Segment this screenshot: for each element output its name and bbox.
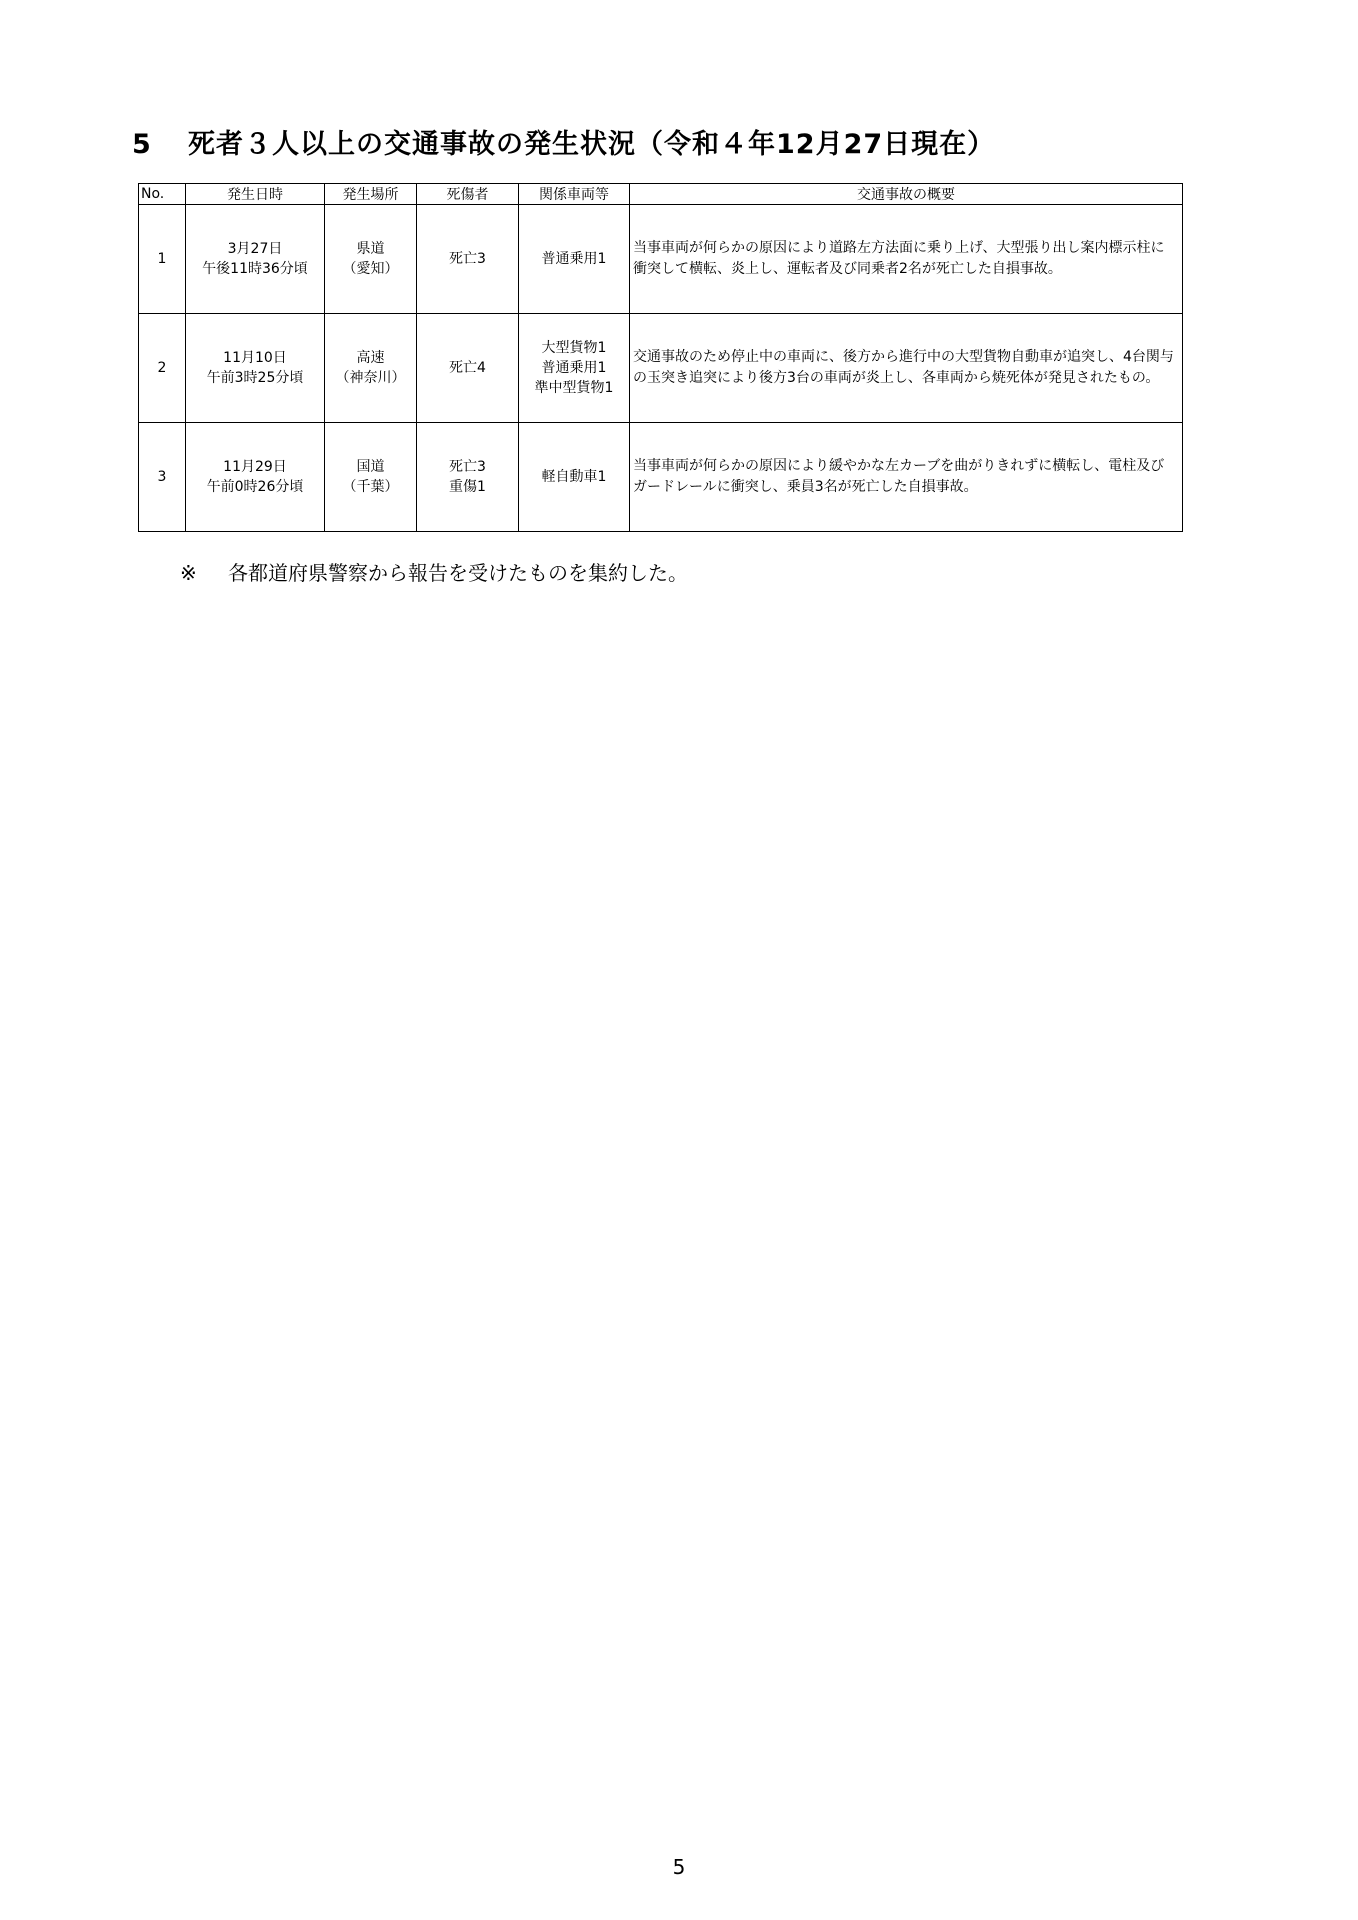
datetime-date: 11月29日 [223,459,287,475]
page-number: 5 [672,1855,686,1879]
cell-casualties [417,205,519,314]
vehicle-line: 軽自動車1 [541,469,607,485]
casualty-line: 死亡4 [449,360,486,376]
cell-no: 1 [139,205,186,314]
cell-vehicles [519,205,630,314]
cell-no: 2 [139,314,186,423]
cell-summary: 当事車両が何らかの原因により緩やかな左カーブを曲がりきれずに横転し、電柱及びガードレールに衝突し、乗員3名が死亡した自損事故。 [630,423,1183,532]
datetime-time: 午前3時25分頃 [206,370,304,386]
table-header-row [139,184,1183,205]
footnote-mark: ※ [180,561,197,585]
vehicle-line: 準中型貨物1 [534,380,614,396]
datetime-time: 午前0時26分頃 [206,479,304,495]
cell-datetime [186,205,325,314]
cell-place [325,423,417,532]
cell-datetime [186,423,325,532]
cell-no: 3 [139,423,186,532]
cell-vehicles [519,314,630,423]
cell-datetime [186,314,325,423]
header-vehicles: 関係車両等 [519,184,630,205]
place-prefecture: （千葉） [342,479,399,495]
footnote-text: 各都道府県警察から報告を受けたものを集約した。 [228,561,688,585]
section-number: 5 [132,129,152,160]
section-title-text: 死者３人以上の交通事故の発生状況（令和４年12月27日現在） [188,129,996,160]
header-no: No. [139,184,186,205]
header-casualties: 死傷者 [417,184,519,205]
header-summary: 交通事故の概要 [630,184,1183,205]
place-prefecture: （愛知） [342,261,399,277]
vehicle-line: 普通乗用1 [541,360,607,376]
table-row [139,314,1183,423]
vehicle-line: 大型貨物1 [541,340,607,356]
cell-place [325,205,417,314]
cell-summary: 交通事故のため停止中の車両に、後方から進行中の大型貨物自動車が追突し、4台関与の玉突き追突により後方3台の車両が炎上し、各車両から焼死体が発見されたもの。 [630,314,1183,423]
vehicle-line: 普通乗用1 [541,251,607,267]
casualty-line: 重傷1 [449,479,486,495]
header-place: 発生場所 [325,184,417,205]
table-row [139,205,1183,314]
cell-casualties [417,423,519,532]
place-road: 高速 [356,350,385,366]
page-title [132,122,995,161]
cell-summary: 当事車両が何らかの原因により道路左方法面に乗り上げ、大型張り出し案内標示柱に衝突して横転、炎上し、運転者及び同乗者2名が死亡した自損事故。 [630,205,1183,314]
table-row [139,423,1183,532]
cell-vehicles [519,423,630,532]
incidents-table [138,183,1183,532]
header-datetime: 発生日時 [186,184,325,205]
cell-casualties [417,314,519,423]
place-prefecture: （神奈川） [335,370,406,386]
cell-place [325,314,417,423]
datetime-time: 午後11時36分頃 [202,261,308,277]
datetime-date: 3月27日 [227,241,283,257]
datetime-date: 11月10日 [223,350,287,366]
casualty-line: 死亡3 [449,459,486,475]
footnote [180,557,688,586]
casualty-line: 死亡3 [449,251,486,267]
place-road: 県道 [356,241,385,257]
place-road: 国道 [356,459,385,475]
